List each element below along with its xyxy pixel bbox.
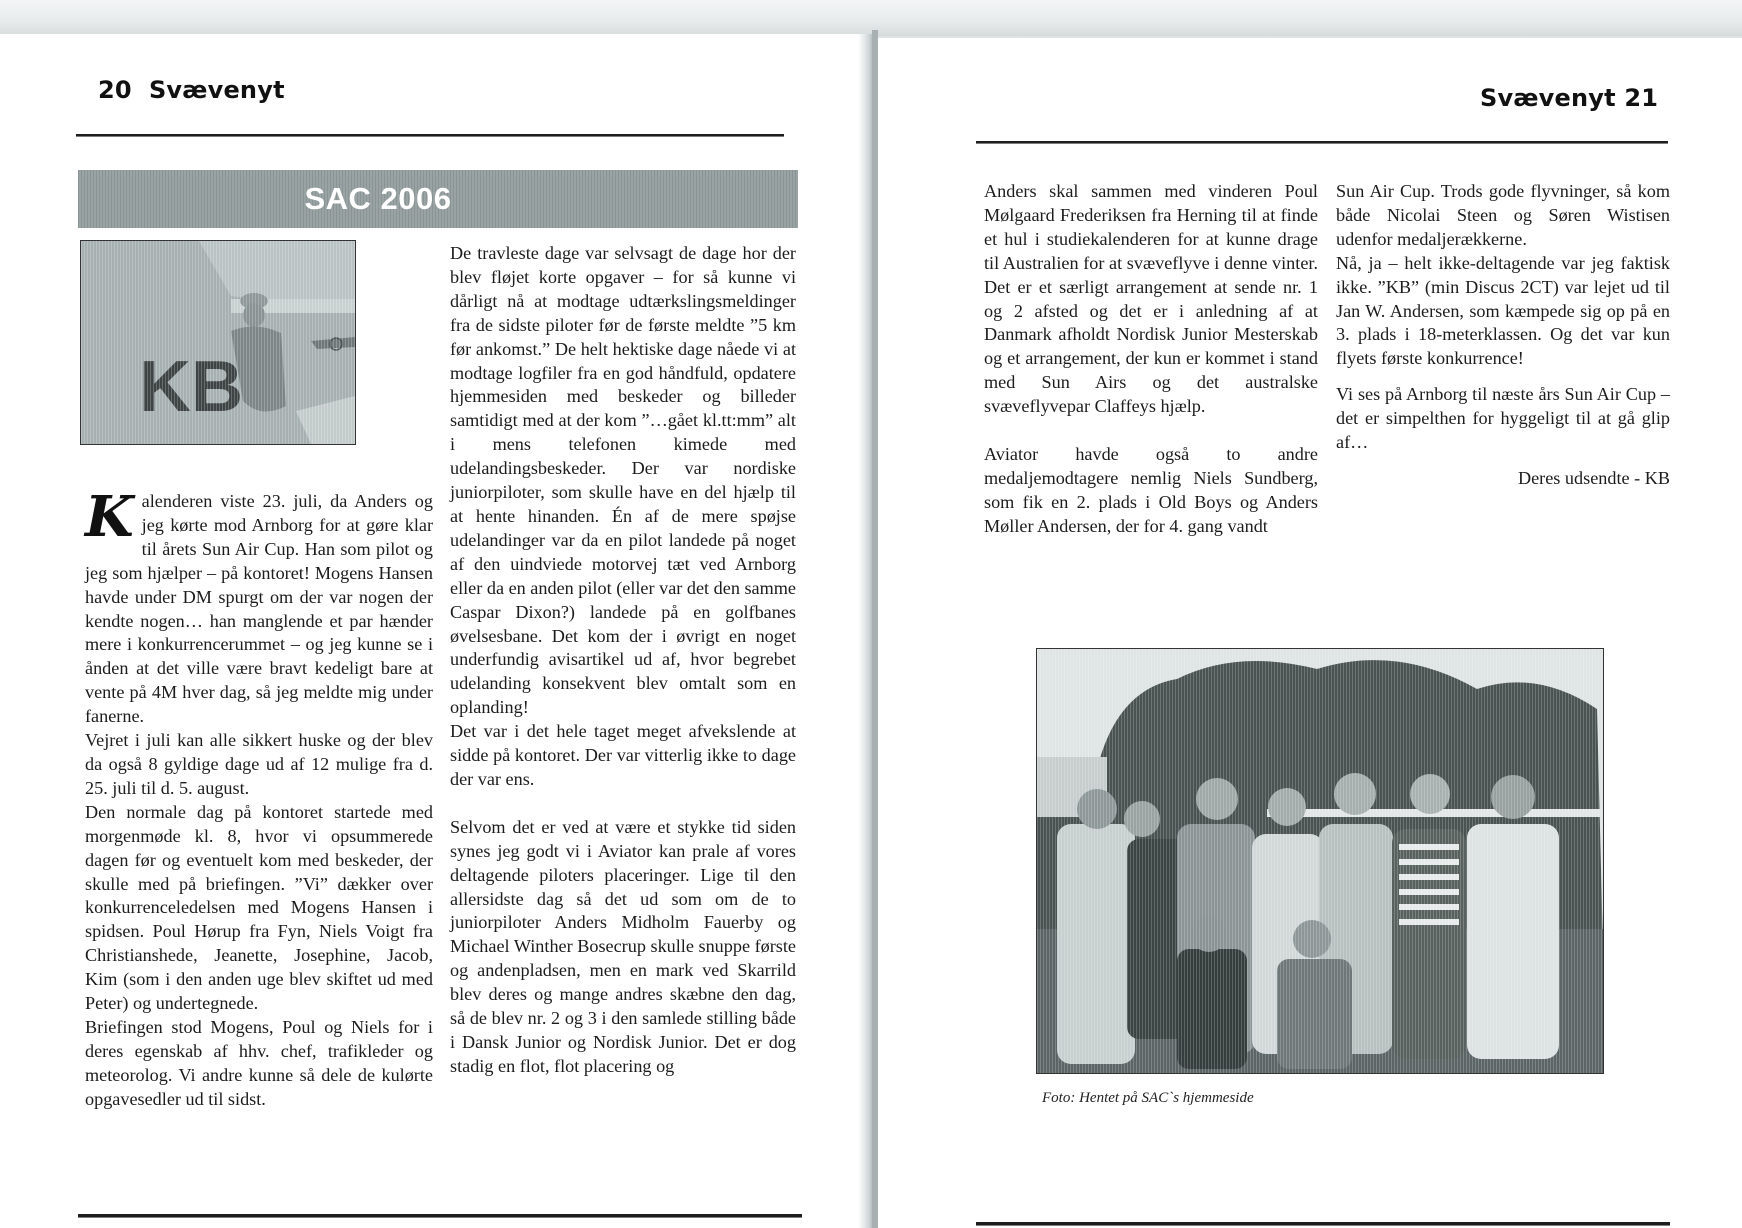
photo-caption: Foto: Hentet på SAC`s hjemmeside	[1042, 1090, 1254, 1106]
paragraph: Vi ses på Arnborg til næste års Sun Air Cup – det er simpelthen for hyggeligt til at gå glip af…	[1336, 384, 1670, 453]
paragraph: Sun Air Cup. Trods gode flyvninger, så kom både Nicolai Steen og Søren Wistisen udenfor medaljerækkerne.	[1336, 181, 1670, 249]
right-running-head	[1480, 84, 1658, 112]
paragraph-gap	[984, 419, 1318, 443]
paragraph: Anders skal sammen med vinderen Poul Mølgaard Frederiksen fra Herning til at finde et hul i studiekalenderen for at kunne drage til Australien for at svæveflyve i denne vinter. Det er et særligt arrangement at sende nr. 1 og 2 afsted og det er i anledning af at Danmark afholdt Nordisk Junior Mesterskab og et arrangement, der kun er kommet i stand med Sun Airs og det australske svæveflyvepar Claffeys hjælp.	[984, 181, 1318, 417]
paragraph: Den normale dag på kontoret startede med morgenmøde kl. 8, hvor vi opsummerede dagen før og eventuelt kom med beskeder, der skulle med på briefingen. ”Vi” dækker over konkurrenceledelsen med Mogens Hansen i spidsen. Poul Hørup fra Fyn, Niels Voigt fra Christianshede, Jeanette, Josephine, Jacob, Kim (som i den anden uge blev skiftet ud med Peter) og undertegnede.	[85, 801, 433, 1014]
kb-glider-photo-graphic	[81, 241, 355, 444]
paragraph: Kalenderen viste 23. juli, da Anders og jeg kørte mod Arnborg for at gøre klar til årets Sun Air Cup. Han som pilot og jeg som hjælper – på kontoret! Mogens Hansen havde under DM spurgt om der var nogen der kendte nogen… han manglende et par hænder mere i konkurrencerummet – og jeg kunne se i ånden at det ville være bravt kedeligt bare at vente på 4M hver dag, så jeg meldte mig under fanerne.	[85, 484, 433, 727]
left-header-rule	[76, 134, 784, 136]
paragraph: Nå, ja – helt ikke-deltagende var jeg faktisk ikke. ”KB” (min Discus 2CT) var lejet ud til Jan W. Andersen, som kæmpede sig op på en 3. plads i 18-meterklassen. Og det var kun flyets første konkurrence!	[1336, 252, 1670, 369]
scan-texture	[1037, 649, 1603, 1073]
paragraph: Selvom det er ved at være et stykke tid siden synes jeg godt vi i Aviator kan prale af vores deltagende piloters placeringer. Lige til den allersidste dag så det ud som om de to juniorpiloter Anders Midholm Fauerby og Michael Winther Bosecrup skulle snuppe første og andenpladsen, men en mark ved Skarrild blev deres og mange andres skæbne den dag, så de blev nr. 2 og 3 i den samlede stilling både i Dansk Junior og Nordisk Junior. Det er dog stadig en flot, flot placering og	[450, 816, 796, 1076]
kb-glider-photo	[80, 240, 356, 445]
left-magazine-title: Svævenyt	[148, 76, 285, 104]
drop-cap: K	[85, 484, 134, 550]
article-title-banner	[78, 170, 798, 228]
paragraph-gap	[1336, 371, 1670, 383]
paragraph: De travleste dage var selvsagt de dage hor der blev fløjet korte opgaver – for så kunne vi dårligt nå at modtage udtærkslingsmeldinger fra de sidste piloter før de første meldte ”5 km før ankomst.” De helt hektiske dage nåede vi at modtage logfiler fra en god håndfuld, opdatere hjemmesiden med beskeder og billeder samtidigt med at der kom ”…gået kl.tt:mm” alt i mens telefonen kimede med udelandingsbeskeder. Der var nordiske juniorpiloter, som skulle have en del hjælp til at hente hinanden. Én af de mere spøjse udelandinger var da en pilot landede på noget af den uindviede motorvej tæt ved Arnborg eller da en anden pilot (eller var det den samme Caspar Dixon?) landede på en golfbanes øvelsesbane. Det kom der i øvrigt en noget underfundig avisartikel ud af, hvor begrebet udelanding konsekvent blev omtalt som en oplanding!	[450, 243, 796, 718]
paragraph: Briefingen stod Mogens, Poul og Niels for i deres egenskab af hhv. chef, trafikleder og meteorolog. Vi andre kunne så dele de kulørte opgavesedler ud til sidst.	[85, 1016, 433, 1109]
right-column-2	[1336, 180, 1670, 491]
right-page-number: 21	[1624, 84, 1659, 112]
left-column-1	[85, 484, 433, 1112]
paragraph: Vejret i juli kan alle sikkert huske og der blev da også 8 gyldige dage ud af 12 mulige fra d. 25. juli til d. 5. august.	[85, 730, 433, 798]
left-footer-rule	[78, 1214, 802, 1217]
left-page-number: 20	[98, 76, 132, 104]
left-running-head	[98, 76, 285, 104]
paragraph: Aviator havde også to andre medaljemodtagere nemlig Niels Sundberg, som fik en 2. plads i Old Boys og Anders Møller Andersen, der for 4. gang vandt	[984, 444, 1318, 536]
right-footer-rule	[976, 1222, 1670, 1225]
scanner-edge	[0, 0, 1742, 36]
group-photo-graphic	[1037, 649, 1603, 1073]
scan-texture	[81, 241, 355, 444]
right-column-1	[984, 180, 1318, 539]
right-magazine-title: Svævenyt	[1480, 84, 1616, 112]
group-photo	[1036, 648, 1604, 1074]
signature: Deres udsendte - KB	[1517, 467, 1670, 488]
left-column-2	[450, 242, 796, 1079]
paragraph-gap	[450, 792, 796, 816]
paragraph: Det var i det hele taget meget afvekslende at sidde på kontoret. Der var vitterlig ikke to dage der var ens.	[450, 721, 796, 789]
paragraph-gap	[1336, 455, 1670, 467]
left-page-edge	[858, 34, 872, 1228]
article-title: SAC 2006	[304, 181, 452, 216]
right-header-rule	[976, 141, 1668, 143]
